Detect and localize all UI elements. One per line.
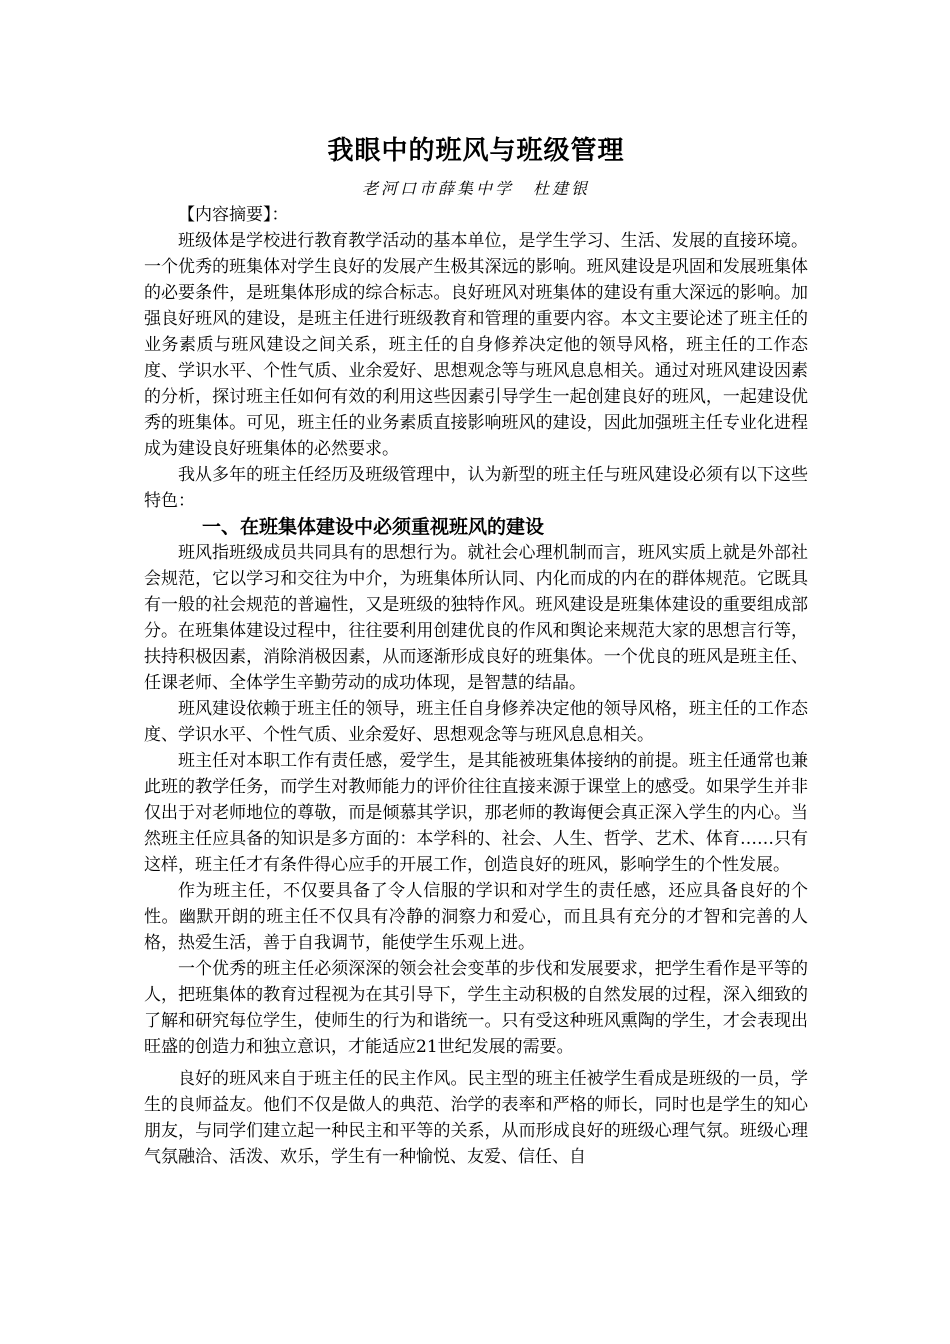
body-paragraph: 班风指班级成员共同具有的思想行为。就社会心理机制而言，班风实质上就是外部社会规范，它以学习和交往为中介，为班集体所认同、内化而成的内在的群体规范。它既具有一般的社会规范的普遍性，又是班级的独特作风。班风建设是班集体建设的重要组成部分。在班集体建设过程中，往往要利用创建优良的作风和舆论来规范大家的思想言行等，扶持积极因素，消除消极因素，从而逐渐形成良好的班集体。一个优良的班风是班主任、任课老师、全体学生辛勤劳动的成功体现，是智慧的结晶。	[144, 543, 808, 693]
body-paragraph: 班风建设依赖于班主任的领导，班主任自身修养决定他的领导风格，班主任的工作态度、学识水平、个性气质、业余爱好、思想观念等与班风息息相关。	[144, 699, 808, 745]
body-paragraph: 作为班主任，不仅要具备了令人信服的学识和对学生的责任感，还应具备良好的个性。幽默开朗的班主任不仅具有冷静的洞察力和爱心，而且具有充分的才智和完善的人格，热爱生活，善于自我调节，能使学生乐观上进。	[144, 881, 808, 953]
document-page	[144, 126, 808, 1170]
body-paragraph: 一个优秀的班主任必须深深的领会社会变革的步伐和发展要求，把学生看作是平等的人，把班集体的教育过程视为在其引导下，学生主动积极的自然发展的过程，深入细致的了解和研究每位学生，使师生的行为和谐统一。只有受这种班风熏陶的学生，才会表现出旺盛的创造力和独立意识，才能适应21世纪发展的需要。	[144, 959, 808, 1057]
section-heading: 一、在班集体建设中必须重视班风的建设	[202, 516, 545, 538]
author-line: 老河口市薛集中学 杜建银	[361, 179, 590, 198]
body-paragraph: 班主任对本职工作有责任感，爱学生，是其能被班集体接纳的前提。班主任通常也兼此班的教学任务，而学生对教师能力的评价往往直接来源于课堂上的感受。如果学生并非仅出于对老师地位的尊敬，而是倾慕其学识，那老师的教诲便会真正深入学生的内心。当然班主任应具备的知识是多方面的：本学科的、社会、人生、哲学、艺术、体育……只有这样，班主任才有条件得心应手的开展工作，创造良好的班风，影响学生的个性发展。	[144, 751, 808, 875]
abstract-label: 【内容摘要】：	[178, 205, 289, 225]
body-paragraph: 良好的班风来自于班主任的民主作风。民主型的班主任被学生看成是班级的一员，学生的良师益友。他们不仅是做人的典范、治学的表率和严格的师长，同时也是学生的知心朋友，与同学们建立起一种民主和平等的关系，从而形成良好的班级心理气氛。班级心理气氛融洽、活泼、欢乐，学生有一种愉悦、友爱、信任、自	[144, 1069, 808, 1167]
document-title: 我眼中的班风与班级管理	[327, 136, 625, 166]
abstract-paragraph: 班级体是学校进行教育教学活动的基本单位，是学生学习、生活、发展的直接环境。一个优秀的班集体对学生良好的发展产生极其深远的影响。班风建设是巩固和发展班集体的必要条件，是班集体形成的综合标志。良好班风对班集体的建设有重大深远的影响。加强良好班风的建设，是班主任进行班级教育和管理的重要内容。本文主要论述了班主任的业务素质与班风建设之间关系，班主任的自身修养决定他的领导风格，班主任的工作态度、学识水平、个性气质、业余爱好、思想观念等与班风息息相关。通过对班风建设因素的分析，探讨班主任如何有效的利用这些因素引导学生一起创建良好的班风，一起建设优秀的班集体。可见，班主任的业务素质直接影响班风的建设，因此加强班主任专业化进程成为建设良好班集体的必然要求。	[144, 231, 808, 459]
abstract-paragraph: 我从多年的班主任经历及班级管理中，认为新型的班主任与班风建设必须有以下这些特色：	[144, 465, 808, 511]
